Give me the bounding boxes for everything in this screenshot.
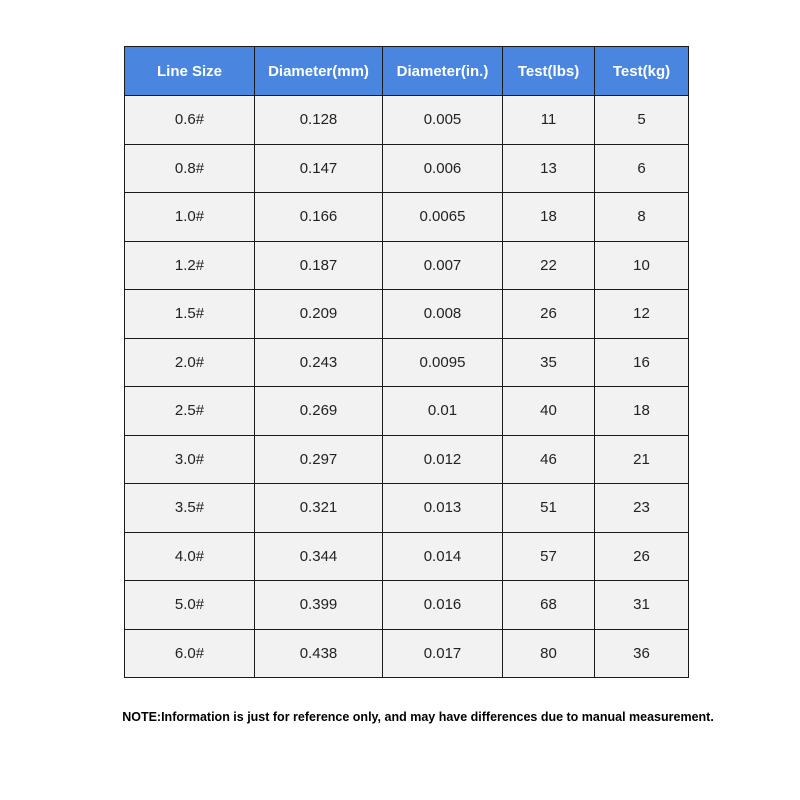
cell-diameter-in: 0.0065 xyxy=(383,193,503,242)
table-row xyxy=(125,387,689,436)
cell-diameter-mm: 0.147 xyxy=(255,144,383,193)
cell-test-lbs: 80 xyxy=(503,629,595,678)
cell-test-kg: 16 xyxy=(595,338,689,387)
cell-diameter-mm: 0.243 xyxy=(255,338,383,387)
table-row xyxy=(125,96,689,145)
cell-line-size: 3.0# xyxy=(125,435,255,484)
cell-diameter-in: 0.005 xyxy=(383,96,503,145)
table-row xyxy=(125,581,689,630)
line-spec-table xyxy=(124,46,689,678)
cell-test-kg: 12 xyxy=(595,290,689,339)
cell-line-size: 6.0# xyxy=(125,629,255,678)
cell-line-size: 4.0# xyxy=(125,532,255,581)
cell-diameter-in: 0.014 xyxy=(383,532,503,581)
table-row xyxy=(125,144,689,193)
cell-test-kg: 23 xyxy=(595,484,689,533)
cell-diameter-mm: 0.399 xyxy=(255,581,383,630)
header-line-size: Line Size xyxy=(125,47,255,96)
table-row xyxy=(125,484,689,533)
cell-diameter-in: 0.016 xyxy=(383,581,503,630)
measurement-note: NOTE:Information is just for reference only, and may have differences due to manual measurement. xyxy=(122,710,714,724)
cell-test-lbs: 57 xyxy=(503,532,595,581)
cell-test-kg: 36 xyxy=(595,629,689,678)
cell-diameter-in: 0.0095 xyxy=(383,338,503,387)
cell-test-lbs: 11 xyxy=(503,96,595,145)
table-row xyxy=(125,532,689,581)
cell-line-size: 1.5# xyxy=(125,290,255,339)
table-row xyxy=(125,435,689,484)
cell-test-kg: 6 xyxy=(595,144,689,193)
header-diameter-in: Diameter(in.) xyxy=(383,47,503,96)
cell-line-size: 3.5# xyxy=(125,484,255,533)
cell-test-lbs: 51 xyxy=(503,484,595,533)
cell-diameter-in: 0.006 xyxy=(383,144,503,193)
cell-diameter-in: 0.008 xyxy=(383,290,503,339)
cell-test-lbs: 40 xyxy=(503,387,595,436)
cell-diameter-in: 0.01 xyxy=(383,387,503,436)
cell-test-lbs: 68 xyxy=(503,581,595,630)
table-row xyxy=(125,290,689,339)
cell-diameter-mm: 0.166 xyxy=(255,193,383,242)
cell-test-lbs: 13 xyxy=(503,144,595,193)
header-test-lbs: Test(lbs) xyxy=(503,47,595,96)
table-row xyxy=(125,193,689,242)
cell-test-kg: 10 xyxy=(595,241,689,290)
cell-test-kg: 5 xyxy=(595,96,689,145)
cell-test-kg: 26 xyxy=(595,532,689,581)
table-body xyxy=(125,96,689,678)
cell-line-size: 2.0# xyxy=(125,338,255,387)
header-row xyxy=(125,47,689,96)
cell-test-kg: 31 xyxy=(595,581,689,630)
cell-diameter-in: 0.017 xyxy=(383,629,503,678)
cell-line-size: 0.8# xyxy=(125,144,255,193)
cell-test-lbs: 18 xyxy=(503,193,595,242)
cell-diameter-mm: 0.438 xyxy=(255,629,383,678)
cell-line-size: 1.2# xyxy=(125,241,255,290)
header-diameter-mm: Diameter(mm) xyxy=(255,47,383,96)
cell-diameter-mm: 0.187 xyxy=(255,241,383,290)
cell-diameter-mm: 0.344 xyxy=(255,532,383,581)
cell-line-size: 0.6# xyxy=(125,96,255,145)
cell-line-size: 5.0# xyxy=(125,581,255,630)
cell-diameter-mm: 0.128 xyxy=(255,96,383,145)
header-test-kg: Test(kg) xyxy=(595,47,689,96)
cell-test-kg: 8 xyxy=(595,193,689,242)
table-row xyxy=(125,629,689,678)
cell-diameter-in: 0.012 xyxy=(383,435,503,484)
cell-test-kg: 21 xyxy=(595,435,689,484)
cell-test-lbs: 46 xyxy=(503,435,595,484)
cell-test-lbs: 22 xyxy=(503,241,595,290)
cell-test-lbs: 35 xyxy=(503,338,595,387)
cell-line-size: 2.5# xyxy=(125,387,255,436)
cell-diameter-in: 0.007 xyxy=(383,241,503,290)
cell-test-lbs: 26 xyxy=(503,290,595,339)
cell-diameter-mm: 0.209 xyxy=(255,290,383,339)
cell-diameter-in: 0.013 xyxy=(383,484,503,533)
cell-diameter-mm: 0.297 xyxy=(255,435,383,484)
table-row xyxy=(125,338,689,387)
cell-test-kg: 18 xyxy=(595,387,689,436)
cell-line-size: 1.0# xyxy=(125,193,255,242)
table-row xyxy=(125,241,689,290)
cell-diameter-mm: 0.321 xyxy=(255,484,383,533)
cell-diameter-mm: 0.269 xyxy=(255,387,383,436)
